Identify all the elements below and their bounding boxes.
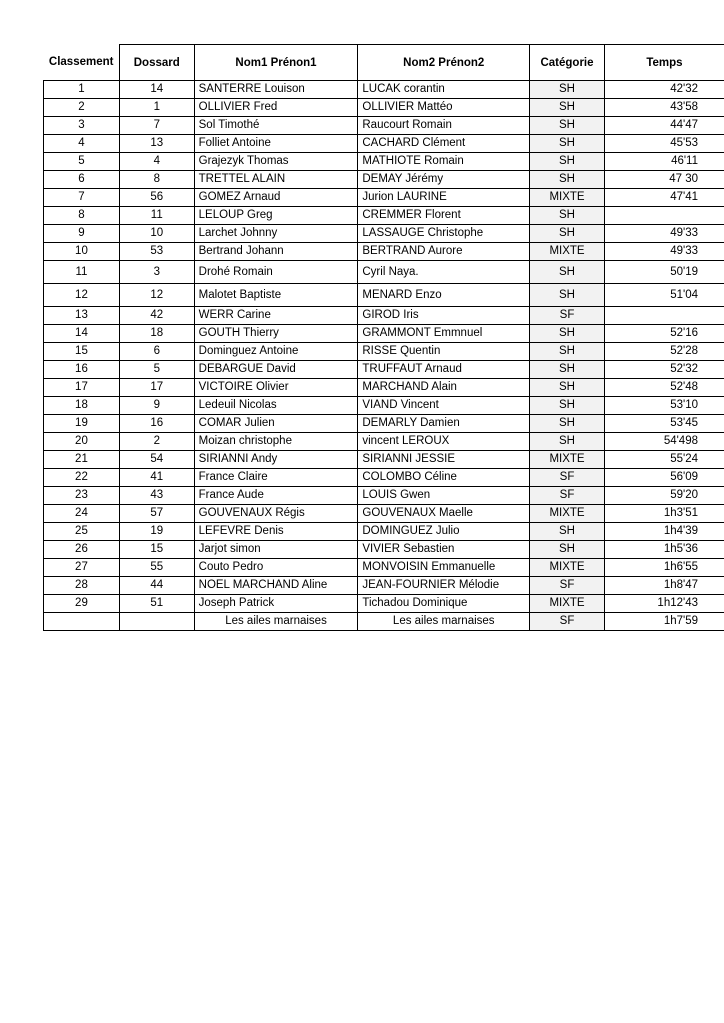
cell-name1: GOUVENAUX Régis: [194, 505, 358, 523]
cell-name2: BERTRAND Aurore: [358, 243, 530, 261]
cell-time: 55'24: [604, 451, 724, 469]
results-table: [43, 44, 724, 631]
cell-rank: 26: [44, 541, 120, 559]
cell-category: SH: [530, 541, 605, 559]
cell-rank: 7: [44, 189, 120, 207]
cell-name2: Raucourt Romain: [358, 117, 530, 135]
cell-bib: 55: [119, 559, 194, 577]
table-row: [44, 117, 724, 135]
cell-time: 50'19: [604, 261, 724, 284]
cell-name2: GIROD Iris: [358, 307, 530, 325]
cell-bib: 14: [119, 81, 194, 99]
cell-time: 45'53: [604, 135, 724, 153]
cell-name2: DEMAY Jérémy: [358, 171, 530, 189]
cell-time: [604, 307, 724, 325]
table-row: [44, 541, 724, 559]
cell-category: SH: [530, 117, 605, 135]
cell-name2: MENARD Enzo: [358, 284, 530, 307]
cell-name1: SANTERRE Louison: [194, 81, 358, 99]
cell-rank: 20: [44, 433, 120, 451]
table-row: [44, 487, 724, 505]
cell-category: SH: [530, 361, 605, 379]
cell-name2: VIAND Vincent: [358, 397, 530, 415]
cell-name1: Couto Pedro: [194, 559, 358, 577]
cell-category: SF: [530, 469, 605, 487]
cell-time: 1h5'36: [604, 541, 724, 559]
cell-time: 1h4'39: [604, 523, 724, 541]
cell-rank: 4: [44, 135, 120, 153]
table-row: [44, 153, 724, 171]
cell-rank: 13: [44, 307, 120, 325]
cell-name1: TRETTEL ALAIN: [194, 171, 358, 189]
cell-bib: [119, 613, 194, 631]
header-name1: Nom1 Prénon1: [194, 45, 358, 81]
cell-bib: 15: [119, 541, 194, 559]
table-body: [44, 81, 724, 631]
cell-category: SH: [530, 325, 605, 343]
cell-rank: 22: [44, 469, 120, 487]
cell-bib: 3: [119, 261, 194, 284]
cell-time: 47'41: [604, 189, 724, 207]
table-row: [44, 469, 724, 487]
cell-name1: Larchet Johnny: [194, 225, 358, 243]
table-row: [44, 397, 724, 415]
cell-category: SH: [530, 415, 605, 433]
table-row: [44, 307, 724, 325]
cell-bib: 12: [119, 284, 194, 307]
cell-name2: vincent LEROUX: [358, 433, 530, 451]
cell-bib: 57: [119, 505, 194, 523]
cell-category: SH: [530, 343, 605, 361]
cell-name2: LASSAUGE Christophe: [358, 225, 530, 243]
cell-rank: 12: [44, 284, 120, 307]
cell-bib: 1: [119, 99, 194, 117]
cell-time: 52'32: [604, 361, 724, 379]
cell-rank: [44, 613, 120, 631]
cell-bib: 17: [119, 379, 194, 397]
cell-rank: 15: [44, 343, 120, 361]
cell-name2: Cyril Naya.: [358, 261, 530, 284]
header-time: Temps: [604, 45, 724, 81]
cell-bib: 7: [119, 117, 194, 135]
cell-rank: 1: [44, 81, 120, 99]
table-row: [44, 243, 724, 261]
cell-category: SH: [530, 433, 605, 451]
cell-bib: 4: [119, 153, 194, 171]
cell-rank: 14: [44, 325, 120, 343]
cell-time: 49'33: [604, 225, 724, 243]
header-row: [44, 45, 724, 81]
cell-name2: COLOMBO Céline: [358, 469, 530, 487]
cell-bib: 6: [119, 343, 194, 361]
cell-rank: 19: [44, 415, 120, 433]
cell-name1: France Aude: [194, 487, 358, 505]
cell-name2: Jurion LAURINE: [358, 189, 530, 207]
cell-time: 1h3'51: [604, 505, 724, 523]
cell-category: MIXTE: [530, 595, 605, 613]
cell-name2: GRAMMONT Emmnuel: [358, 325, 530, 343]
cell-time: 46'11: [604, 153, 724, 171]
cell-rank: 23: [44, 487, 120, 505]
header-name2: Nom2 Prénon2: [358, 45, 530, 81]
table-row: [44, 415, 724, 433]
cell-name2: Les ailes marnaises: [358, 613, 530, 631]
cell-category: SH: [530, 99, 605, 117]
cell-time: 56'09: [604, 469, 724, 487]
cell-time: 43'58: [604, 99, 724, 117]
cell-name2: LUCAK corantin: [358, 81, 530, 99]
cell-name1: SIRIANNI Andy: [194, 451, 358, 469]
table-row: [44, 595, 724, 613]
cell-time: 52'28: [604, 343, 724, 361]
cell-bib: 8: [119, 171, 194, 189]
cell-name2: DOMINGUEZ Julio: [358, 523, 530, 541]
cell-bib: 16: [119, 415, 194, 433]
table-row: [44, 207, 724, 225]
table-row: [44, 361, 724, 379]
cell-bib: 43: [119, 487, 194, 505]
cell-name2: SIRIANNI JESSIE: [358, 451, 530, 469]
cell-name1: Malotet Baptiste: [194, 284, 358, 307]
cell-bib: 53: [119, 243, 194, 261]
cell-name1: Les ailes marnaises: [194, 613, 358, 631]
cell-bib: 41: [119, 469, 194, 487]
cell-category: SH: [530, 225, 605, 243]
cell-category: SH: [530, 397, 605, 415]
cell-bib: 42: [119, 307, 194, 325]
cell-name1: LEFEVRE Denis: [194, 523, 358, 541]
cell-name2: CREMMER Florent: [358, 207, 530, 225]
cell-bib: 9: [119, 397, 194, 415]
cell-name1: Jarjot simon: [194, 541, 358, 559]
cell-category: SH: [530, 379, 605, 397]
cell-category: SH: [530, 171, 605, 189]
cell-name2: OLLIVIER Mattéo: [358, 99, 530, 117]
cell-category: MIXTE: [530, 451, 605, 469]
cell-time: 53'10: [604, 397, 724, 415]
cell-bib: 18: [119, 325, 194, 343]
cell-name1: Grajezyk Thomas: [194, 153, 358, 171]
table-row: [44, 135, 724, 153]
cell-bib: 56: [119, 189, 194, 207]
table-row: [44, 433, 724, 451]
cell-time: 49'33: [604, 243, 724, 261]
cell-name1: Sol Timothé: [194, 117, 358, 135]
cell-time: 42'32: [604, 81, 724, 99]
cell-rank: 9: [44, 225, 120, 243]
cell-category: MIXTE: [530, 559, 605, 577]
cell-category: SH: [530, 135, 605, 153]
cell-name2: DEMARLY Damien: [358, 415, 530, 433]
table-row: [44, 451, 724, 469]
cell-rank: 21: [44, 451, 120, 469]
cell-name1: VICTOIRE Olivier: [194, 379, 358, 397]
cell-category: MIXTE: [530, 505, 605, 523]
cell-name2: Tichadou Dominique: [358, 595, 530, 613]
cell-name1: Joseph Patrick: [194, 595, 358, 613]
cell-category: SF: [530, 487, 605, 505]
cell-name1: Bertrand Johann: [194, 243, 358, 261]
cell-name1: LELOUP Greg: [194, 207, 358, 225]
table-row: [44, 261, 724, 284]
table-header: [44, 45, 724, 81]
cell-time: 44'47: [604, 117, 724, 135]
cell-rank: 18: [44, 397, 120, 415]
cell-name2: JEAN-FOURNIER Mélodie: [358, 577, 530, 595]
cell-bib: 51: [119, 595, 194, 613]
cell-rank: 24: [44, 505, 120, 523]
table-row: [44, 325, 724, 343]
cell-time: 47 30: [604, 171, 724, 189]
cell-time: 1h12'43: [604, 595, 724, 613]
cell-category: SF: [530, 307, 605, 325]
cell-name1: Moizan christophe: [194, 433, 358, 451]
cell-name1: Drohé Romain: [194, 261, 358, 284]
cell-category: SH: [530, 81, 605, 99]
cell-name1: NOEL MARCHAND Aline: [194, 577, 358, 595]
cell-category: SF: [530, 577, 605, 595]
cell-name2: LOUIS Gwen: [358, 487, 530, 505]
cell-name1: COMAR Julien: [194, 415, 358, 433]
table-row: [44, 284, 724, 307]
cell-rank: 28: [44, 577, 120, 595]
cell-rank: 6: [44, 171, 120, 189]
cell-name1: DEBARGUE David: [194, 361, 358, 379]
cell-name2: GOUVENAUX Maelle: [358, 505, 530, 523]
cell-name1: OLLIVIER Fred: [194, 99, 358, 117]
header-rank: Classement: [44, 45, 120, 81]
cell-category: SH: [530, 153, 605, 171]
cell-bib: 13: [119, 135, 194, 153]
cell-rank: 29: [44, 595, 120, 613]
cell-time: 1h6'55: [604, 559, 724, 577]
cell-bib: 54: [119, 451, 194, 469]
header-category: Catégorie: [530, 45, 605, 81]
cell-bib: 2: [119, 433, 194, 451]
cell-name2: MONVOISIN Emmanuelle: [358, 559, 530, 577]
cell-category: SH: [530, 207, 605, 225]
cell-name1: GOMEZ Arnaud: [194, 189, 358, 207]
cell-rank: 27: [44, 559, 120, 577]
cell-time: 53'45: [604, 415, 724, 433]
cell-time: 54'498: [604, 433, 724, 451]
cell-bib: 19: [119, 523, 194, 541]
cell-name2: MATHIOTE Romain: [358, 153, 530, 171]
cell-time: 51'04: [604, 284, 724, 307]
cell-time: 52'16: [604, 325, 724, 343]
cell-category: SH: [530, 261, 605, 284]
cell-time: 1h7'59: [604, 613, 724, 631]
table-row: [44, 379, 724, 397]
cell-category: MIXTE: [530, 189, 605, 207]
cell-name1: Folliet Antoine: [194, 135, 358, 153]
cell-rank: 10: [44, 243, 120, 261]
cell-rank: 25: [44, 523, 120, 541]
table-row: [44, 81, 724, 99]
cell-category: SH: [530, 523, 605, 541]
cell-category: SH: [530, 284, 605, 307]
cell-name1: France Claire: [194, 469, 358, 487]
header-bib: Dossard: [119, 45, 194, 81]
cell-rank: 3: [44, 117, 120, 135]
cell-name1: WERR Carine: [194, 307, 358, 325]
cell-rank: 2: [44, 99, 120, 117]
table-row: [44, 225, 724, 243]
cell-name1: Dominguez Antoine: [194, 343, 358, 361]
table-row: [44, 99, 724, 117]
cell-time: [604, 207, 724, 225]
cell-name2: RISSE Quentin: [358, 343, 530, 361]
table-row: [44, 171, 724, 189]
cell-name2: TRUFFAUT Arnaud: [358, 361, 530, 379]
cell-rank: 11: [44, 261, 120, 284]
cell-rank: 16: [44, 361, 120, 379]
cell-bib: 10: [119, 225, 194, 243]
cell-name1: Ledeuil Nicolas: [194, 397, 358, 415]
cell-name2: VIVIER Sebastien: [358, 541, 530, 559]
cell-bib: 11: [119, 207, 194, 225]
cell-rank: 8: [44, 207, 120, 225]
cell-name2: MARCHAND Alain: [358, 379, 530, 397]
cell-rank: 17: [44, 379, 120, 397]
cell-bib: 5: [119, 361, 194, 379]
cell-time: 52'48: [604, 379, 724, 397]
cell-bib: 44: [119, 577, 194, 595]
table-row: [44, 559, 724, 577]
table-row: [44, 189, 724, 207]
table-row: [44, 343, 724, 361]
cell-category: SF: [530, 613, 605, 631]
table-row: [44, 505, 724, 523]
cell-time: 59'20: [604, 487, 724, 505]
cell-category: MIXTE: [530, 243, 605, 261]
cell-time: 1h8'47: [604, 577, 724, 595]
table-row: [44, 523, 724, 541]
cell-rank: 5: [44, 153, 120, 171]
table-row: [44, 577, 724, 595]
table-row: [44, 613, 724, 631]
cell-name2: CACHARD Clément: [358, 135, 530, 153]
cell-name1: GOUTH Thierry: [194, 325, 358, 343]
